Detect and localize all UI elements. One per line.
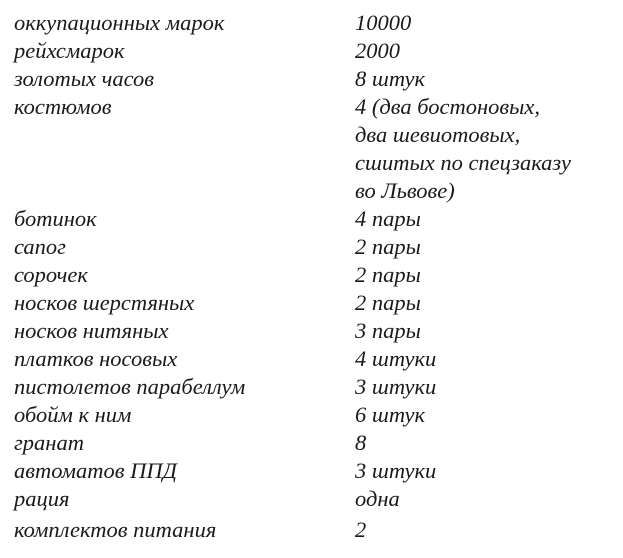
item-name: сапог (14, 234, 66, 259)
quantity-line: 2 пары (355, 290, 421, 315)
item-name: рация (14, 486, 70, 511)
item-quantity (355, 261, 614, 289)
inventory-row (14, 516, 614, 544)
item-name: золотых часов (14, 66, 155, 91)
item-quantity (355, 345, 614, 373)
item-quantity (355, 9, 614, 37)
inventory-row (14, 261, 614, 289)
quantity-line: 4 (два бостоновых, (355, 94, 541, 119)
item-name: комплектов питания (14, 517, 217, 542)
quantity-line: 4 пары (355, 206, 421, 231)
quantity-line: 2000 (355, 38, 400, 63)
item-quantity (355, 317, 614, 345)
item-name: автоматов ППД (14, 458, 177, 483)
inventory-row (14, 457, 614, 485)
item-name: оккупационных марок (14, 10, 225, 35)
item-quantity (355, 205, 614, 233)
item-quantity (355, 516, 614, 544)
inventory-row (14, 345, 614, 373)
quantity-line: 2 (355, 517, 367, 542)
inventory-row (14, 9, 614, 37)
inventory-row (14, 429, 614, 457)
item-quantity (355, 233, 614, 261)
inventory-row (14, 485, 614, 513)
item-name: платков носовых (14, 346, 178, 371)
quantity-line: 4 штуки (355, 346, 437, 371)
item-quantity (355, 429, 614, 457)
quantity-line: одна (355, 486, 400, 511)
quantity-line: сшитых по спецзаказу (355, 150, 572, 175)
item-name: ботинок (14, 206, 97, 231)
inventory-row (14, 401, 614, 429)
item-quantity (355, 401, 614, 429)
item-quantity (355, 289, 614, 317)
item-quantity (355, 93, 614, 205)
quantity-line: 8 (355, 430, 367, 455)
inventory-row (14, 93, 614, 205)
item-name: обойм к ним (14, 402, 132, 427)
inventory-row (14, 373, 614, 401)
quantity-line: два шевиотовых, (355, 122, 521, 147)
item-quantity (355, 37, 614, 65)
inventory-row (14, 233, 614, 261)
item-quantity (355, 485, 614, 513)
quantity-line: 6 штук (355, 402, 426, 427)
quantity-line: во Львове) (355, 178, 455, 203)
inventory-row (14, 65, 614, 93)
item-quantity (355, 457, 614, 485)
inventory-list (14, 9, 614, 544)
item-name: сорочек (14, 262, 88, 287)
quantity-line: 3 пары (355, 318, 421, 343)
quantity-line: 2 пары (355, 262, 421, 287)
item-name: гранат (14, 430, 84, 455)
item-name: пистолетов парабеллум (14, 374, 246, 399)
item-quantity (355, 65, 614, 93)
item-name: рейхсмарок (14, 38, 125, 63)
inventory-row (14, 37, 614, 65)
item-name: носков шерстяных (14, 290, 195, 315)
quantity-line: 3 штуки (355, 374, 437, 399)
quantity-line: 3 штуки (355, 458, 437, 483)
item-name: костюмов (14, 94, 112, 119)
inventory-row (14, 205, 614, 233)
quantity-line: 8 штук (355, 66, 426, 91)
item-quantity (355, 373, 614, 401)
quantity-line: 2 пары (355, 234, 421, 259)
inventory-row (14, 317, 614, 345)
inventory-row (14, 289, 614, 317)
item-name: носков нитяных (14, 318, 169, 343)
quantity-line: 10000 (355, 10, 412, 35)
